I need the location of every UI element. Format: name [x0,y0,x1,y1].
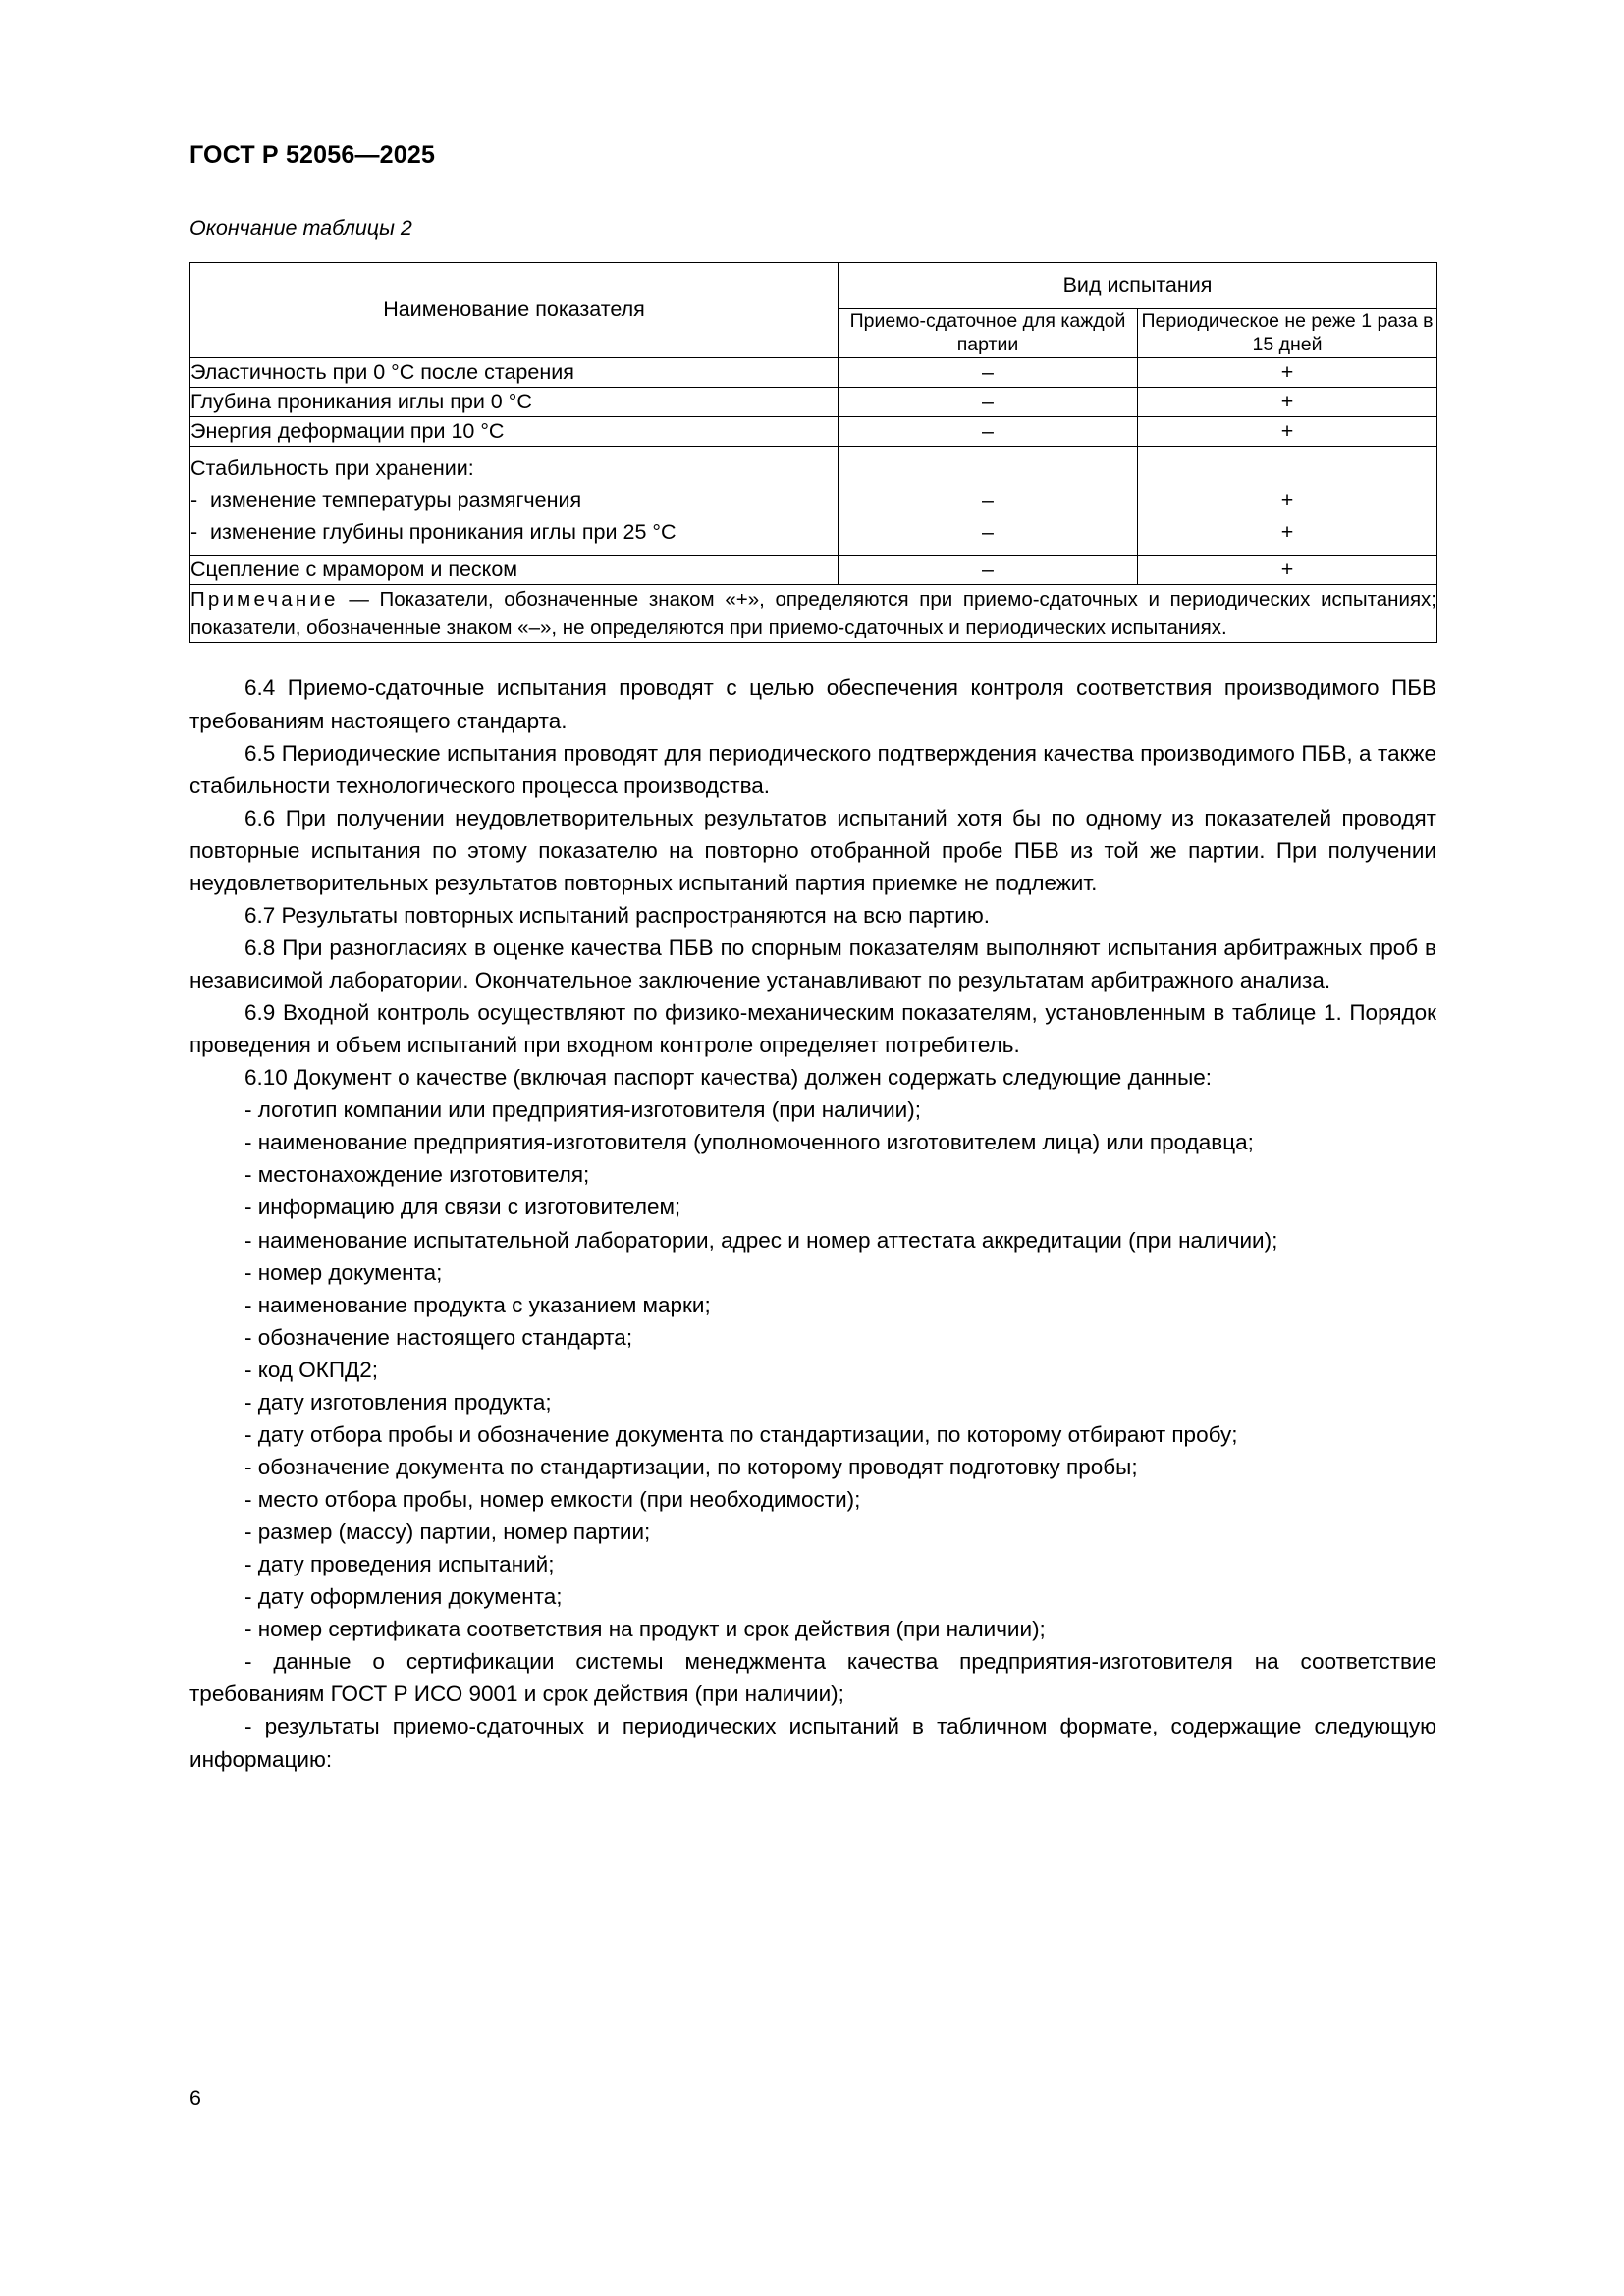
row-indicator-name: Энергия деформации при 10 °С [190,417,839,447]
paragraph-6-9: 6.9 Входной контроль осуществляют по физико-механическим показателям, установленным в таблице 1. Порядок проведения и объем испытаний при входном контроле определяет потребитель. [189,1000,1436,1058]
list-item: - дату отбора пробы и обозначение документа по стандартизации, по которому отбирают пробу; [244,1421,1238,1447]
table-note [190,585,1437,643]
header-name-column: Наименование показателя [190,262,839,358]
row-indicator-name: Глубина проникания иглы при 0 °С [190,388,839,417]
row-acceptance-value: – [839,388,1138,417]
row-periodic-value: + [1138,417,1437,447]
table-row [190,358,1437,388]
note-label: Примечание [190,588,339,612]
table-row [190,556,1437,585]
periodic-values-stack [1138,447,1436,556]
page-number: 6 [189,2086,201,2109]
paragraph-6-6: 6.6 При получении неудовлетворительных результатов испытаний хотя бы по одному из показателей проводят повторные испытания по этому показателю на повторно отобранной пробе ПБВ из той же партии. При получении неудовлетворительных результатов повторных испытаний партия приемке не подлежит. [189,805,1436,895]
list-item: - информацию для связи с изготовителем; [244,1195,681,1220]
paragraph-6-7: 6.7 Результаты повторных испытаний распространяются на всю партию. [244,902,990,928]
table-row-group-storage-stability [190,446,1437,556]
group-title: Стабильность при хранении: [190,455,474,480]
row-periodic-value-group [1138,446,1437,556]
list-item: - наименование продукта с указанием марки; [244,1292,711,1317]
list-item: - номер документа; [244,1259,443,1285]
list-item: - дату изготовления продукта; [244,1389,552,1415]
header-group-test-type: Вид испытания [839,262,1437,308]
paragraph-6-5: 6.5 Периодические испытания проводят для периодического подтверждения качества производимого ПБВ, а также стабильности технологического процесса производства. [189,740,1436,798]
row-acceptance-value-group [839,446,1138,556]
list-item: - результаты приемо-сдаточных и периодических испытаний в табличном формате, содержащие следующую информацию: [189,1714,1436,1772]
header-acceptance-column: Приемо-сдаточное для каждой партии [839,308,1138,358]
test-type-table [189,262,1437,644]
row-acceptance-value: – [839,417,1138,447]
note-text: — Показатели, обозначенные знаком «+», определяются при приемо-сдаточных и периодических испытаниях; показатели, обозначенные знаком «–», не определяются при приемо-сдаточных и периодических испытаниях. [190,588,1436,640]
row-periodic-value: + [1138,388,1437,417]
list-item: - логотип компании или предприятия-изготовителя (при наличии); [244,1097,921,1123]
table-row [190,417,1437,447]
body-text [189,671,1436,1775]
list-item: - дату проведения испытаний; [244,1552,555,1577]
header-periodic-column: Периодическое не реже 1 раза в 15 дней [1138,308,1437,358]
bullet-dash: - [190,487,198,511]
row-acceptance-value: – [839,556,1138,585]
list-item: - наименование испытательной лаборатории, адрес и номер аттестата аккредитации (при наличии); [244,1227,1278,1253]
list-item: - размер (массу) партии, номер партии; [244,1520,651,1545]
table-row [190,388,1437,417]
page-content [189,0,1436,1776]
paragraph-6-8: 6.8 При разногласиях в оценке качества ПБВ по спорным показателям выполняют испытания арбитражных проб в независимой лаборатории. Окончательное заключение устанавливают по результатам арбитражного анализа. [189,934,1436,992]
list-item: - код ОКПД2; [244,1357,379,1382]
bullet-dash: - [190,520,198,545]
list-item: - наименование предприятия-изготовителя (уполномоченного изготовителем лица) или продавца; [244,1130,1254,1155]
table-caption: Окончание таблицы 2 [189,216,412,240]
row-indicator-name-group [190,446,839,556]
list-item: - номер сертификата соответствия на продукт и срок действия (при наличии); [244,1617,1046,1642]
row-acceptance-value: – [839,358,1138,388]
row-indicator-name: Сцепление с мрамором и песком [190,556,839,585]
periodic-value: + [1280,487,1294,511]
group-subitem [190,484,838,516]
group-subitem-text: изменение глубины проникания иглы при 25 °С [210,520,677,545]
list-item: - данные о сертификации системы менеджмента качества предприятия-изготовителя на соответствие требованиям ГОСТ Р ИСО 9001 и срок действия (при наличии); [189,1649,1436,1707]
list-item: - обозначение настоящего стандарта; [244,1324,633,1350]
row-periodic-value: + [1138,358,1437,388]
row-indicator-name: Эластичность при 0 °С после старения [190,358,839,388]
table-note-row [190,585,1437,643]
list-item: - дату оформления документа; [244,1584,563,1610]
paragraph-6-4: 6.4 Приемо-сдаточные испытания проводят с целью обеспечения контроля соответствия производимого ПБВ требованиям настоящего стандарта. [189,675,1436,733]
group-subitem [190,516,838,549]
running-header: ГОСТ Р 52056—2025 [189,141,436,169]
periodic-value: + [1280,520,1294,545]
paragraph-6-10: 6.10 Документ о качестве (включая паспорт качества) должен содержать следующие данные: [244,1065,1213,1091]
row-periodic-value: + [1138,556,1437,585]
list-item: - обозначение документа по стандартизации, по которому проводят подготовку пробы; [244,1454,1138,1479]
group-subitem-text: изменение температуры размягчения [210,487,582,511]
acceptance-value: – [982,520,994,545]
list-item: - местонахождение изготовителя; [244,1162,590,1188]
list-item: - место отбора пробы, номер емкости (при необходимости); [244,1487,861,1512]
acceptance-values-stack [839,447,1137,556]
table-header-row-group [190,262,1437,308]
acceptance-value: – [982,487,994,511]
